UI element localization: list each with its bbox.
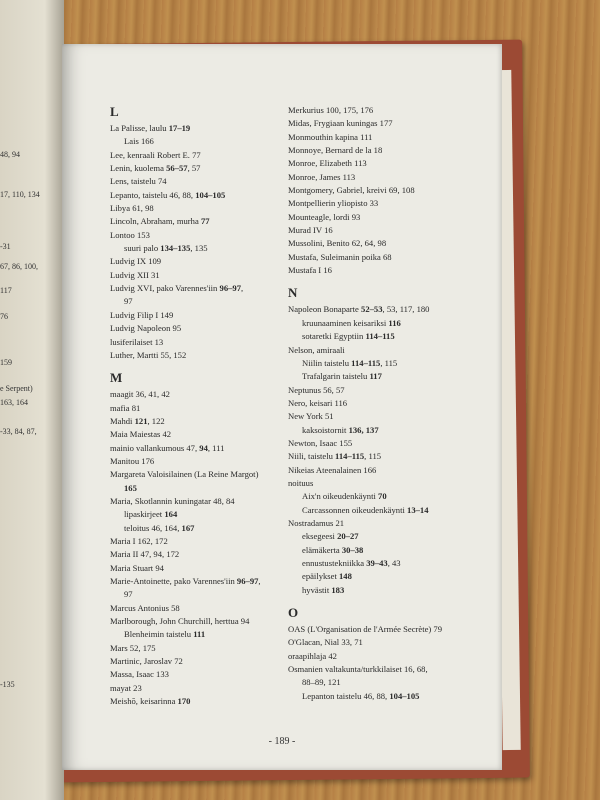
index-entry: mainio vallankumous 47, 94, 111 [110, 442, 225, 453]
index-entry: maagit 36, 41, 42 [110, 389, 170, 400]
index-entry: Manitou 176 [110, 455, 155, 466]
left-page-fragment: 163, 164 [0, 398, 28, 407]
left-page-fragment: e Serpent) [0, 384, 33, 393]
index-entry: Ludvig XVI, pako Varennes'iin 96–97, [110, 283, 244, 294]
index-entry: O'Glacan, Nial 33, 71 [288, 637, 363, 648]
index-entry: teloitus 46, 164, 167 [124, 522, 195, 533]
index-entry: mafia 81 [110, 402, 141, 413]
index-entry: Maia Maiestas 42 [110, 429, 172, 440]
index-entry: mayat 23 [110, 682, 142, 693]
index-entry: Neptunus 56, 57 [288, 384, 345, 395]
section-heading-m: M [110, 370, 123, 386]
index-entry: Ludvig XII 31 [110, 269, 160, 280]
entries-l [110, 122, 295, 362]
index-entry: Trafalgarin taistelu 117 [302, 371, 382, 382]
index-entry: elämäkerta 30–38 [302, 544, 364, 555]
index-entry: Mussolini, Benito 62, 64, 98 [288, 238, 387, 249]
section-heading-l: L [110, 104, 119, 119]
page-number: - 189 - [268, 736, 296, 747]
index-entry: 97 [124, 296, 133, 307]
index-entry: Maria, Skotlannin kuningatar 48, 84 [110, 495, 235, 506]
index-entry: Maria I 162, 172 [110, 535, 168, 546]
index-entry: 165 [124, 482, 137, 493]
index-entry: Massa, Isaac 133 [110, 669, 169, 680]
index-entry: Meishō, keisarinna 170 [110, 696, 191, 707]
index-page [62, 44, 502, 770]
section-heading-o: O [288, 605, 299, 621]
left-page-fragment: 117 [0, 286, 12, 295]
index-entry: Mounteagle, lordi 93 [288, 211, 361, 222]
index-entry: Lens, taistelu 74 [110, 176, 167, 187]
entries-m-continued [288, 104, 494, 277]
index-entry: Niilin taistelu 114–115, 115 [302, 357, 398, 368]
index-entry: Blenheimin taistelu 111 [124, 629, 206, 640]
index-entry: Osmanien valtakunta/turkkilaiset 16, 68, [288, 664, 428, 675]
index-entry: Monroe, Elizabeth 113 [288, 158, 367, 169]
index-entry: Mustafa, Suleimanin poika 68 [288, 251, 392, 262]
index-entry: Ludvig IX 109 [110, 256, 162, 267]
index-entry: Montgomery, Gabriel, kreivi 69, 108 [288, 185, 415, 196]
index-entry: Lepanton taistelu 46, 88, 104–105 [302, 690, 420, 701]
index-entry: OAS (L'Organisation de l'Armée Secrète) 79 [288, 624, 442, 635]
index-entry: suuri palo 134–135, 135 [124, 243, 208, 254]
index-entry: Nikeias Ateenalainen 166 [288, 464, 377, 475]
index-entry: Lais 166 [124, 136, 154, 147]
index-entry: Margareta Valoisilainen (La Reine Margot) [110, 469, 259, 480]
index-entry: lusiferilaiset 13 [110, 336, 164, 347]
left-page-fragment: -31 [0, 242, 11, 251]
index-entry: Monnoye, Bernard de la 18 [288, 145, 383, 156]
index-entry: Luther, Martti 55, 152 [110, 349, 187, 360]
index-entry: Montpellierin yliopisto 33 [288, 198, 379, 209]
section-heading-n: N [288, 285, 298, 301]
index-entry: oraapihlaja 42 [288, 650, 337, 661]
index-entry: Maria II 47, 94, 172 [110, 549, 180, 560]
index-entry: sotaretki Egyptiin 114–115 [302, 331, 395, 342]
index-entry: Lenin, kuolema 56–57, 57 [110, 163, 201, 174]
index-entry: Marlborough, John Churchill, herttua 94 [110, 616, 250, 627]
index-entry: Lee, kenraali Robert E. 77 [110, 149, 201, 160]
index-entry: epäilykset 148 [302, 571, 352, 582]
index-entry: noituus [288, 477, 314, 488]
left-page-fragment: 76 [0, 312, 8, 321]
index-entry: Marie-Antoinette, pako Varennes'iin 96–97, [110, 576, 261, 586]
left-page-fragment: 67, 86, 100, [0, 262, 38, 271]
index-entry: La Palisse, laulu 17–19 [110, 123, 191, 133]
index-entry: Napoleon Bonaparte 52–53, 53, 117, 180 [288, 304, 430, 315]
index-entry: Monroe, James 113 [288, 171, 356, 182]
index-entry: Newton, Isaac 155 [288, 437, 353, 448]
index-entry: Lontoo 153 [110, 229, 150, 240]
left-page-fragment: 17, 110, 134 [0, 190, 40, 199]
entries-n [288, 303, 494, 597]
index-entry: kruunaaminen keisariksi 116 [302, 317, 401, 328]
index-entry: Niili, taistelu 114–115, 115 [288, 451, 382, 462]
index-entry: Midas, Frygiaan kuningas 177 [288, 118, 393, 129]
index-entry: Marcus Antonius 58 [110, 602, 180, 613]
index-entry: Maria Stuart 94 [110, 562, 164, 573]
index-entry: Merkurius 100, 175, 176 [288, 105, 374, 115]
index-entry: kaksoistornit 136, 137 [302, 424, 379, 435]
index-entry: Ludvig Napoleon 95 [110, 323, 182, 334]
index-entry: ennustustekniikka 39–43, 43 [302, 558, 401, 568]
index-entry: Mustafa I 16 [288, 265, 332, 276]
index-entry: hyvästit 183 [302, 584, 345, 595]
left-page [0, 0, 64, 800]
left-page-fragment: -135 [0, 680, 15, 689]
index-entry: Nero, keisari 116 [288, 397, 348, 408]
index-entry: Mahdi 121, 122 [110, 415, 165, 426]
index-entry: Lincoln, Abraham, murha 77 [110, 216, 210, 227]
index-entry: Murad IV 16 [288, 225, 333, 236]
index-entry: New York 51 [288, 411, 334, 422]
left-page-fragment: -33, 84, 87, [0, 427, 37, 436]
index-entry: Ludvig Filip I 149 [110, 309, 174, 320]
index-entry: Aix'n oikeudenkäynti 70 [302, 491, 387, 502]
left-page-fragment: 159 [0, 358, 12, 367]
entries-m [110, 388, 295, 708]
index-entry: 97 [124, 589, 133, 600]
left-page-fragment: 48, 94 [0, 150, 20, 159]
index-entry: Mars 52, 175 [110, 642, 156, 653]
index-entry: Martinic, Jaroslav 72 [110, 656, 183, 667]
index-entry: Libya 61, 98 [110, 203, 154, 214]
index-entry: eksegeesi 20–27 [302, 531, 359, 542]
index-entry: Nelson, amiraali [288, 344, 345, 355]
left-column [110, 104, 295, 708]
right-column [288, 104, 494, 703]
index-entry: Nostradamus 21 [288, 517, 345, 528]
index-entry: Carcassonnen oikeudenkäynti 13–14 [302, 504, 429, 515]
index-entry: Monmouthin kapina 111 [288, 131, 373, 142]
index-entry: lipaskirjeet 164 [124, 509, 178, 520]
index-entry: Lepanto, taistelu 46, 88, 104–105 [110, 189, 226, 200]
entries-o [288, 623, 494, 703]
index-entry: 88–89, 121 [302, 677, 341, 688]
